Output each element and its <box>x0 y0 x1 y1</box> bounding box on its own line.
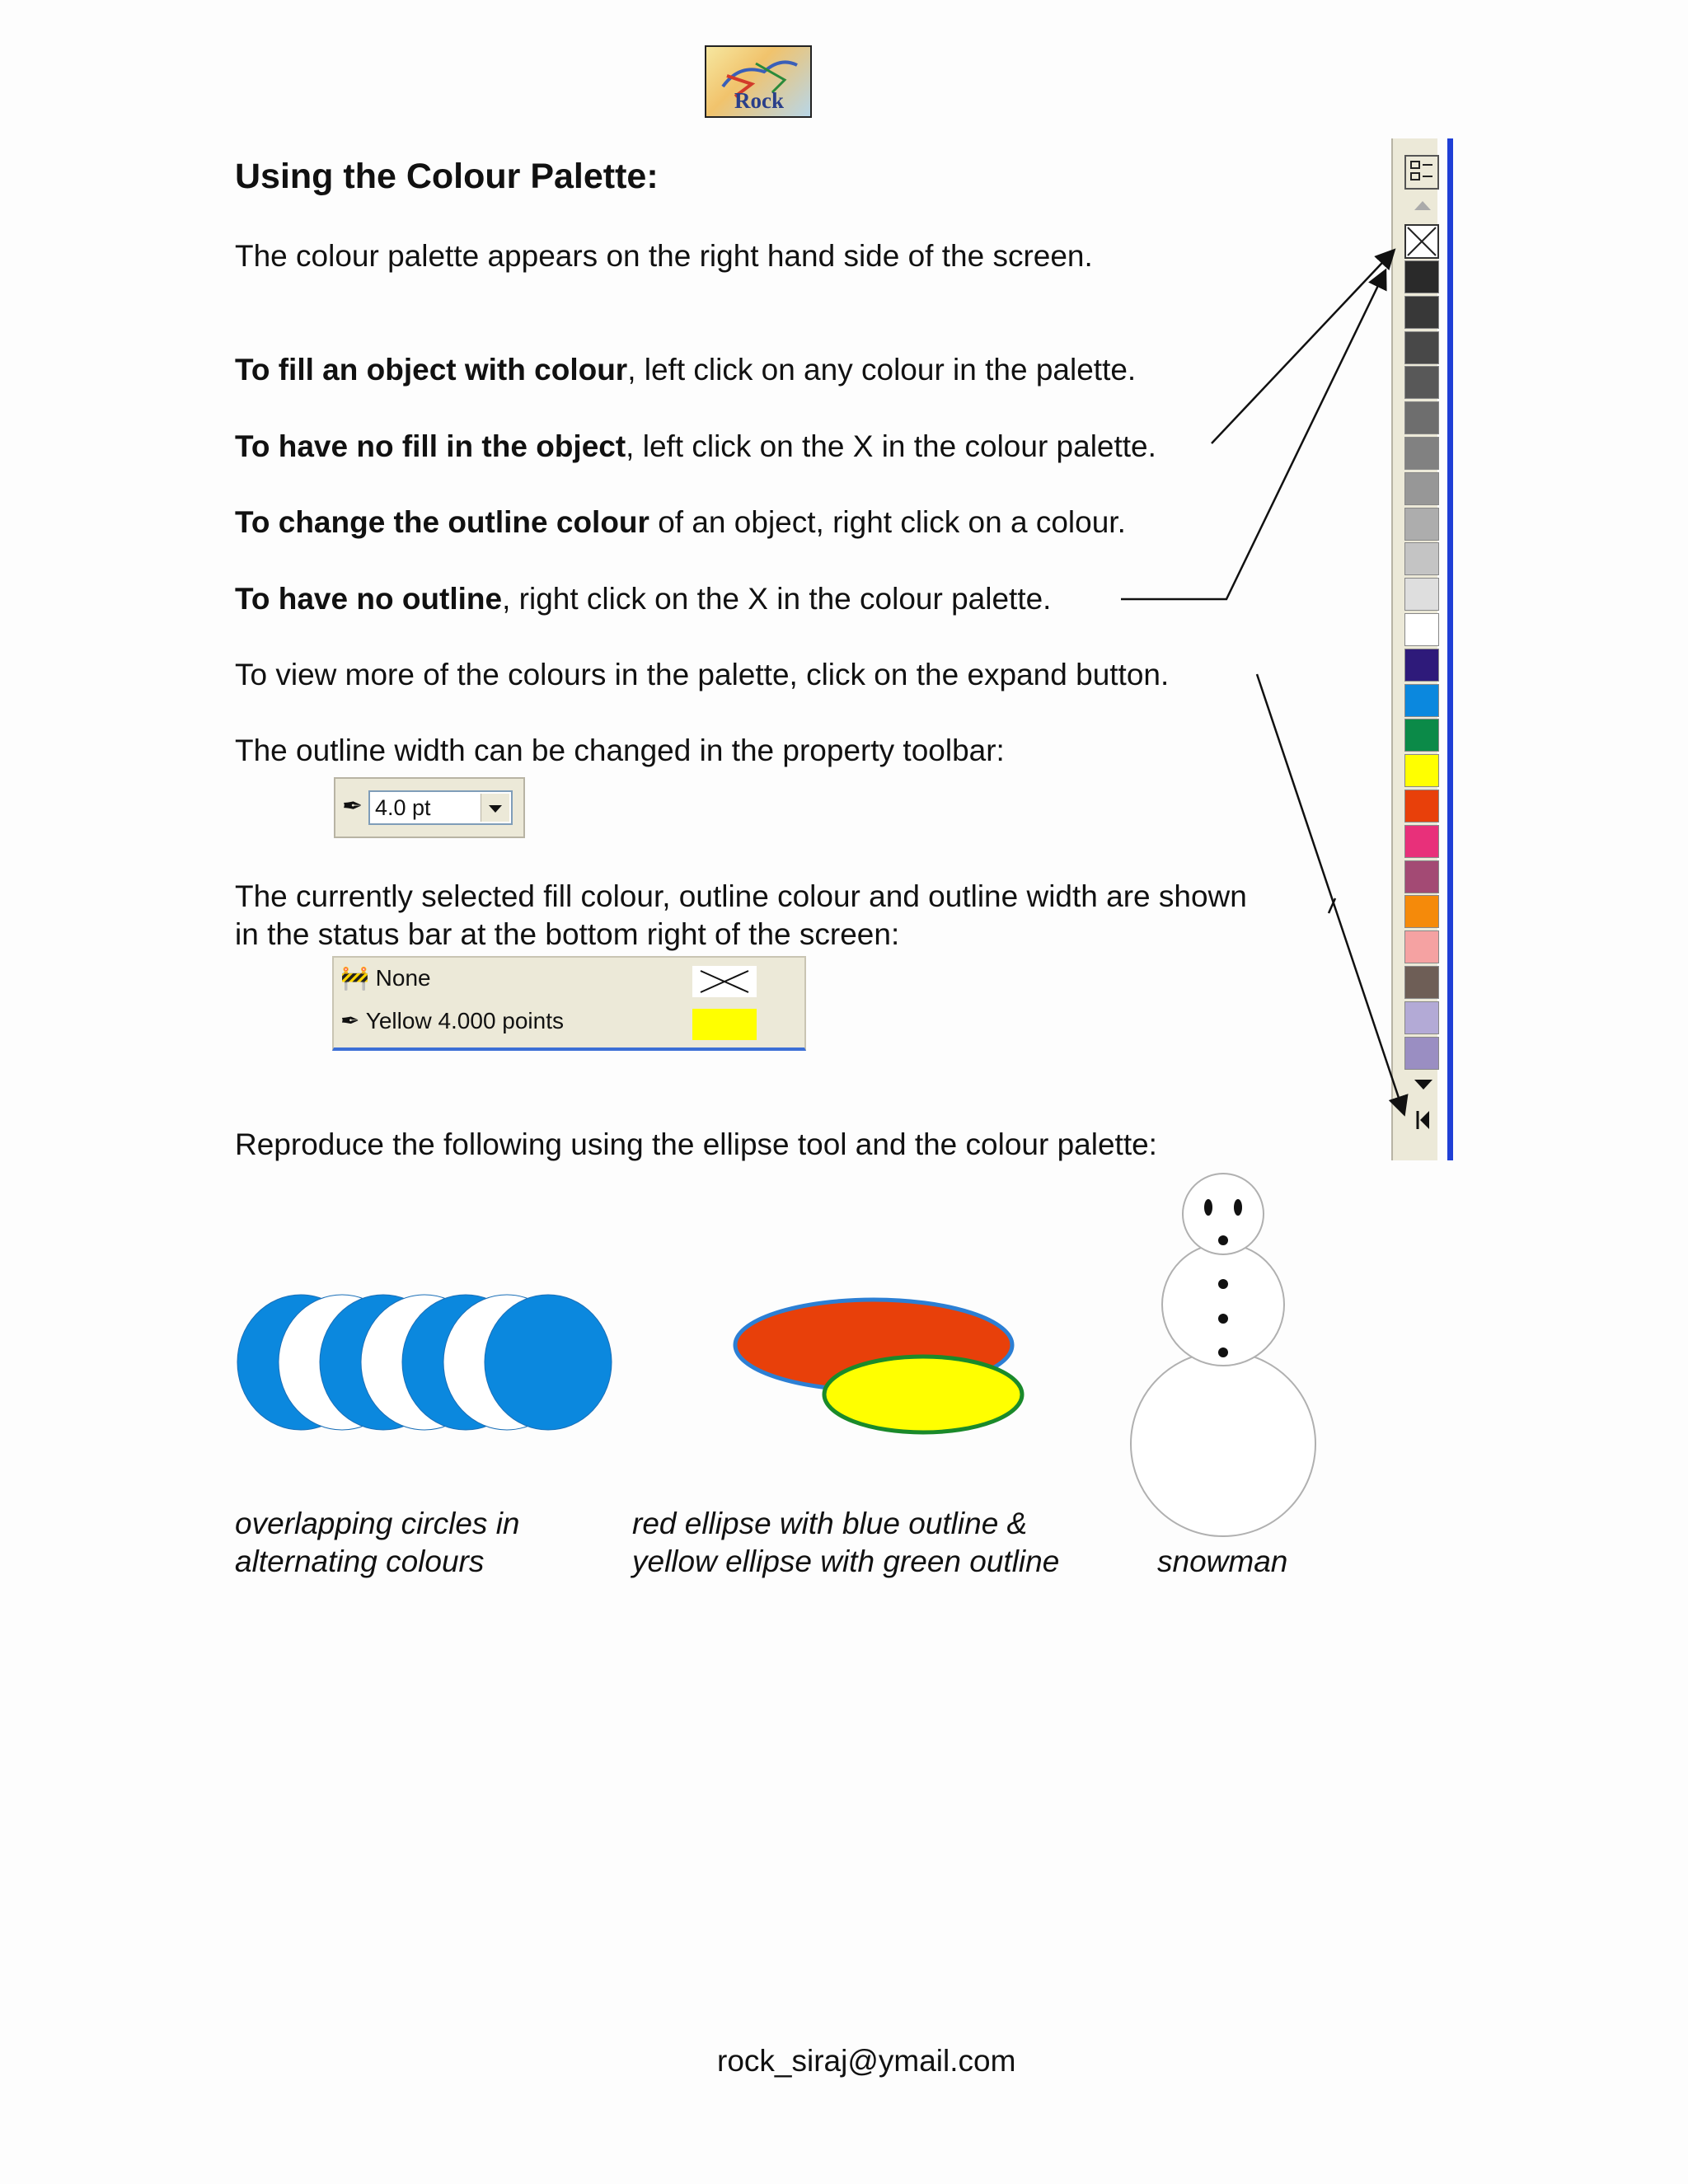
reproduce-instruction: Reproduce the following using the ellipse tool and the colour palette: <box>235 1127 1157 1161</box>
yellow-ellipse <box>824 1357 1022 1432</box>
outline-instruction-bold: To change the outline colour <box>235 505 649 539</box>
snowman-button <box>1218 1314 1228 1324</box>
overlapping-circle <box>485 1295 612 1430</box>
footer-email: rock_siraj@ymail.com <box>717 2044 1016 2078</box>
snowman-middle <box>1162 1244 1284 1366</box>
intro-paragraph: The colour palette appears on the right hand side of the screen. <box>235 239 1093 273</box>
pen-nib-icon: ✒ <box>340 1008 360 1033</box>
circles-caption-line-1: overlapping circles in <box>235 1507 520 1540</box>
outline-instruction-rest: of an object, right click on a colour. <box>649 505 1126 539</box>
logo-text: Rock <box>734 88 784 113</box>
no-outline-instruction-rest: , right click on the X in the colour palette. <box>502 582 1052 616</box>
fill-instruction-rest: , left click on any colour in the palette. <box>627 353 1137 387</box>
snowman-example <box>1131 1174 1315 1536</box>
snowman-nose <box>1218 1235 1228 1245</box>
snowman-caption: snowman <box>1157 1544 1288 1578</box>
snowman-right-eye <box>1234 1199 1242 1216</box>
outline-width-instruction: The outline width can be changed in the property toolbar: <box>235 733 1005 767</box>
expand-instruction: To view more of the colours in the palette, click on the expand button. <box>235 658 1170 691</box>
status-instruction-line-2: in the status bar at the bottom right of the screen: <box>235 917 900 951</box>
paint-bucket-icon: 🚧 <box>340 965 369 991</box>
pen-nib-icon: ✒ <box>342 793 363 820</box>
no-fill-instruction-bold: To have no fill in the object <box>235 429 626 463</box>
outline-status-label: Yellow 4.000 points <box>365 1008 565 1033</box>
page-title: Using the Colour Palette: <box>235 157 659 196</box>
ellipse-caption-line-1: red ellipse with blue outline & <box>632 1507 1028 1540</box>
circles-caption <box>235 1505 520 1581</box>
ellipse-caption-line-2: yellow ellipse with green outline <box>632 1544 1060 1578</box>
fill-instruction-bold: To fill an object with colour <box>235 353 628 387</box>
no-fill-instruction-rest: , left click on the X in the colour palette. <box>626 429 1156 463</box>
overlapping-circles-example <box>237 1295 612 1430</box>
snowman-left-eye <box>1204 1199 1212 1216</box>
snowman-button <box>1218 1347 1228 1357</box>
snowman-button <box>1218 1279 1228 1289</box>
fill-status-label: None <box>375 965 431 991</box>
snowman-bottom <box>1131 1352 1315 1536</box>
circles-caption-line-2: alternating colours <box>235 1544 485 1578</box>
outline-width-value: 4.0 pt <box>375 795 431 820</box>
ellipse-caption <box>632 1505 1059 1581</box>
status-instruction-line-1: The currently selected fill colour, outline colour and outline width are shown <box>235 879 1247 913</box>
no-outline-instruction-bold: To have no outline <box>235 582 503 616</box>
